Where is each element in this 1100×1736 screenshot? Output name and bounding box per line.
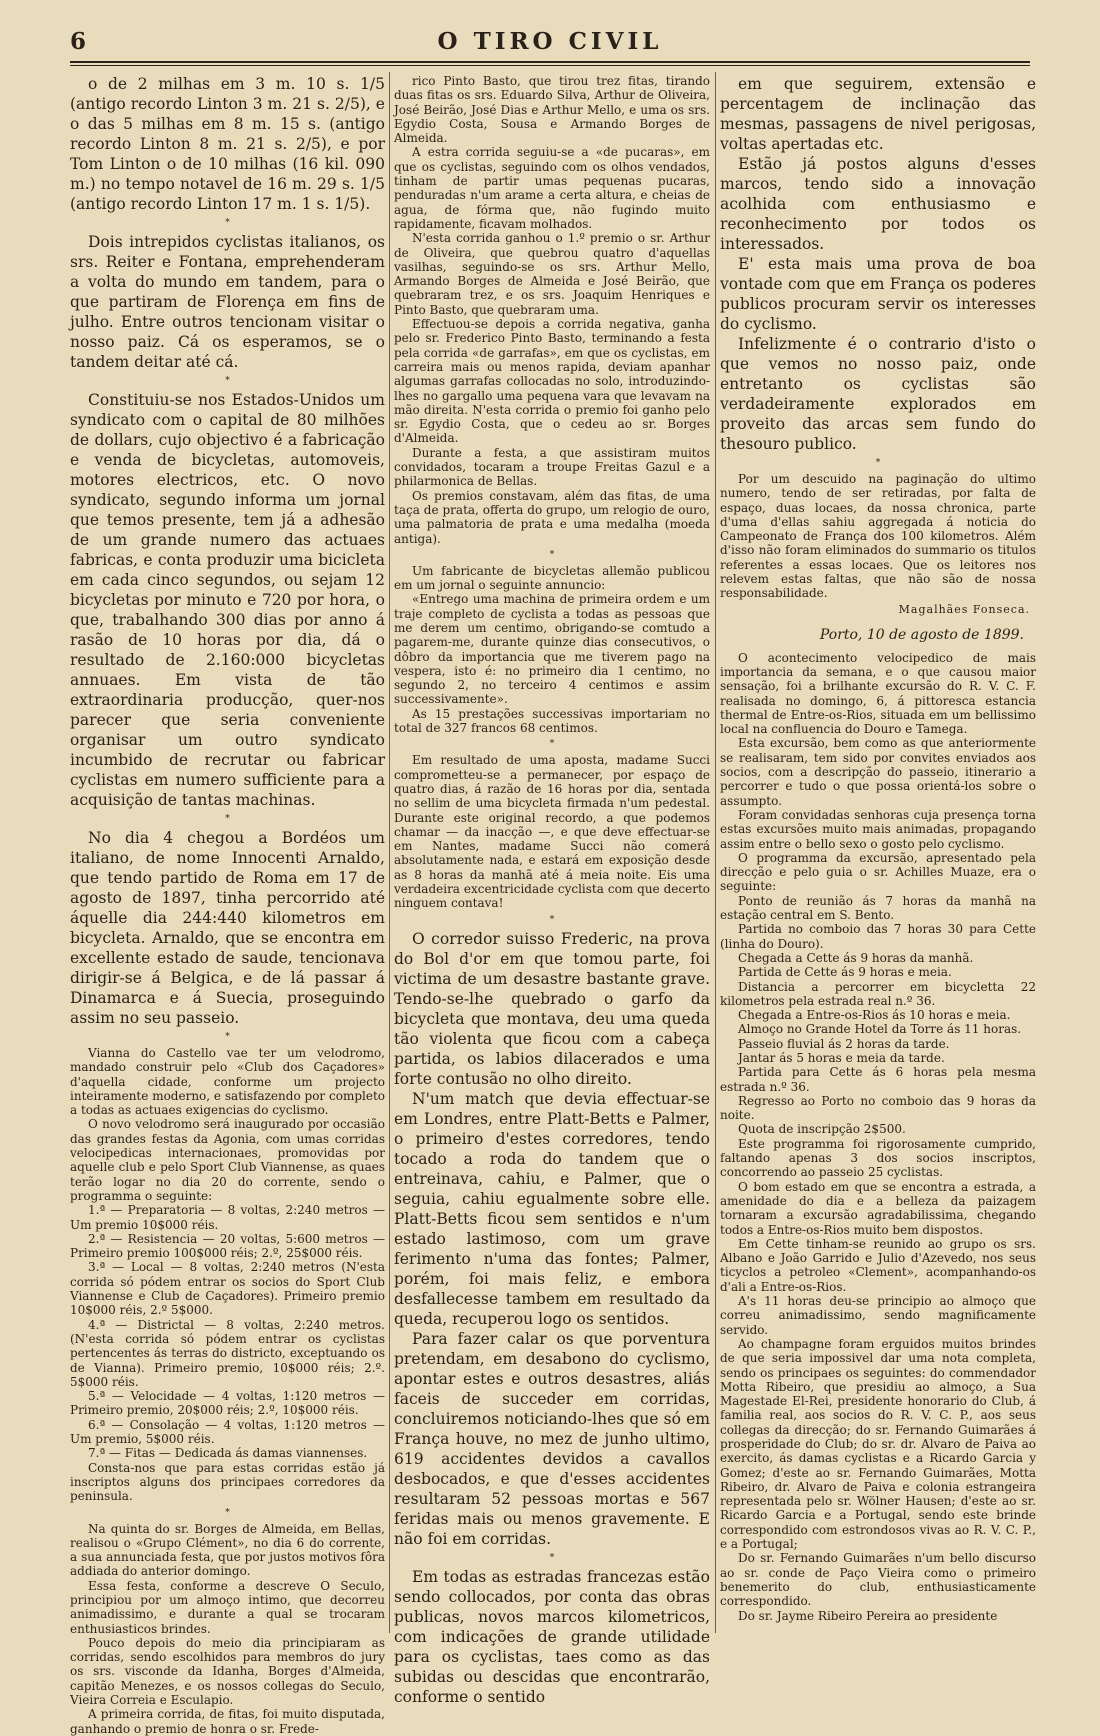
- programme-item: Partida no comboio das 7 horas 30 para Cette (linha do Douro).: [720, 922, 1036, 951]
- race-item: 7.ª — Fitas — Dedicada ás damas viannenses.: [88, 1446, 368, 1461]
- article-paragraph: A's 11 horas deu-se principio ao almoço que correu animadissimo, sendo magnificamente servido.: [720, 1294, 1036, 1337]
- programme-item: Quota de inscripção 2$500.: [738, 1122, 906, 1137]
- author-signature: Magalhães Fonseca.: [898, 602, 1030, 616]
- section-separator: *: [225, 376, 230, 386]
- article-paragraph: E' esta mais uma prova de boa vontade com que em França os poderes publicos procuram servir os interesses do cyclismo.: [720, 255, 1036, 333]
- article-paragraph: o de 2 milhas em 3 m. 10 s. 1/5 (antigo recordo Linton 3 m. 21 s. 2/5), e o das 5 milhas em 8 m. 15 s. (antigo recordo Linton 8 m. 21 s. 2/5), e por Tom Linton o de 10 milhas (16 kil. 090 m.) no tempo notavel de 16 m. 29 s. 1/5 (antigo recordo Linton 17 m. 1 s. 1/5).: [70, 75, 385, 213]
- article-paragraph: O novo velodromo será inaugurado por occasião das grandes festas da Agonia, com umas corridas velocipedicas internacionaes, promovidas por aquelle club e pelo Sport Club Viannense, as quaes terão logar no dia 20 do corrente, sendo o programma o seguinte:: [70, 1117, 385, 1203]
- article-paragraph: Estão já postos alguns d'esses marcos, tendo sido a innovação acolhida com enthusiasmo e reconhecimento por todos os interessados.: [720, 155, 1036, 253]
- article-paragraph: Ao champagne foram erguidos muitos brindes de que seria impossivel dar uma nota completa, sendo os principaes os seguintes: do commendador Motta Ribeiro, que presidiu ao almoço, a Sua Magestade El-Rei, presidente honorario do Club, á familia real, aos socios do R. V. C. P., aos seus collegas da direcção; do sr. Fernando Guimarães á prosperidade do Club; do sr. dr. Alvaro de Paiva ao exercito, ás damas cyclistas e a Ricardo Garcia y Gomez; d'este ao sr. Fernando Guimarães, Motta Ribeiro, dr. Alvaro de Paiva e colonia estrangeira representada pelo sr. Wölner Hausen; d'este ao sr. Ricardo Garcia e a Portugal, sendo este brinde correspondido com estrondosos vivas ao R. V. C. P., e a Portugal;: [720, 1336, 1036, 1552]
- section-separator: *: [549, 914, 555, 925]
- race-item: 1.ª — Preparatoria — 8 voltas, 2:240 metros — Um premio 10$000 réis.: [70, 1203, 385, 1232]
- article-paragraph: Infelizmente é o contrario d'isto o que vemos no nosso paiz, onde entretanto os cyclistas são verdadeiramente explorados em proveito das arcas sem fundo do thesouro publico.: [720, 335, 1036, 453]
- article-paragraph: Foram convidadas senhoras cuja presença torna estas excursões muito mais animadas, propagando assim entre o bello sexo o gosto pelo cyclismo.: [720, 807, 1036, 851]
- article-paragraph: Vianna do Castello vae ter um velodromo, mandado construir pelo «Club dos Caçadores» d'aquella cidade, conforme um projecto inteiramente moderno, e satisfazendo por completo a todas as actuaes exigencias do cyclismo.: [70, 1046, 385, 1118]
- article-paragraph: Em resultado de uma aposta, madame Succi comprometteu-se a permanecer, por espaço de quatro dias, á razão de 16 horas por dia, sentada no sellim de uma bicycleta firmada n'um pedestal. Durante este original recordo, a que podemos chamar — da inacção —, e que deve effectuar-se em Nantes, madame Succi não comerá absolutamente nada, e estará em exposição desde as 8 horas da manhã até á meia noite. Eis uma verdadeira excentricidade cyclista com que decerto ninguem contava!: [394, 753, 710, 911]
- programme-item: Chegada a Cette ás 9 horas da manhã.: [738, 950, 974, 965]
- section-separator: *: [225, 814, 230, 824]
- section-separator: *: [225, 1507, 230, 1518]
- article-paragraph: As 15 prestações successivas importariam no total de 327 francos 68 centimos.: [394, 706, 710, 736]
- programme-item: Almoço no Grande Hotel da Torre ás 11 horas.: [738, 1022, 1022, 1037]
- article-paragraph: Consta-nos que para estas corridas estão já inscriptos alguns dos principaes corredores da peninsula.: [70, 1460, 385, 1504]
- article-paragraph: O bom estado em que se encontra a estrada, a amenidade do dia e a belleza da paizagem tornaram a excursão agradabilissima, chegando todos a Entre-os-Rios muito bem dispostos.: [720, 1179, 1036, 1237]
- race-item: 5.ª — Velocidade — 4 voltas, 1:120 metros — Primeiro premio, 20$000 réis; 2.º, 10$000 réis.: [70, 1389, 385, 1418]
- article-paragraph: Um fabricante de bicycletas allemão publicou em um jornal o seguinte annuncio:: [394, 563, 710, 593]
- programme-item: Passeio fluvial ás 2 horas da tarde.: [738, 1036, 950, 1051]
- article-paragraph: O acontecimento velocipedico de mais importancia da semana, e o que causou maior sensação, foi a brilhante excursão do R. V. C. F. realisada no domingo, 6, á pittoresca estancia thermal de Entre-os-Rios, situada em um bellissimo local na confluencia do Douro e Tamega.: [720, 650, 1036, 737]
- race-item: 3.ª — Local — 8 voltas, 2:240 metros (N'esta corrida só pódem entrar os socios do Sport Club Viannense e Club de Caçadores). Primeiro premio 10$000 réis, 2.º 5$000.: [70, 1260, 385, 1318]
- article-paragraph: Esta excursão, bem como as que anteriormente se realisaram, tem sido por convites enviados aos socios, com a descripção do passeio, itinerario a percorrer e tudo o que possa orientá-los sobre o assumpto.: [720, 736, 1036, 808]
- section-separator: *: [549, 1552, 555, 1563]
- column-3: [720, 74, 1036, 1633]
- column-divider: [715, 72, 716, 1633]
- article-paragraph: Do sr. Fernando Guimarães n'um bello discurso ao sr. conde de Paço Vieira como o primeiro benemerito do club, enthusiasticamente correspondido.: [720, 1551, 1036, 1609]
- article-paragraph: «Entrego uma machina de primeira ordem e um traje completo de cyclista a todas as pessoas que me derem um centimo, obrigando-se comtudo a pagarem-me, durante quinze dias consecutivos, o dôbro da importancia que me tiverem pago na vespera, isto é: no primeiro dia 1 centimo, no segundo 2, no terceiro 4 centimos e assim successivamente».: [394, 592, 710, 707]
- race-item: 2.ª — Resistencia — 20 voltas, 5:600 metros — Primeiro premio 100$000 réis; 2.º, 25$000 réis.: [70, 1231, 385, 1261]
- article-paragraph: Constituiu-se nos Estados-Unidos um syndicato com o capital de 80 milhões de dollars, cujo objectivo é a fabricação e venda de bicycletas, automoveis, motores electricos, etc. O novo syndicato, segundo informa um jornal que temos presente, tem já a adhesão de um grande numero das actuaes fabricas, e conta produzir uma bicicleta em cada cinco segundos, ou sejam 12 bicycletas por minuto e 720 por hora, o que, trabalhando 300 dias por anno á rasão de 10 horas por dia, dá o resultado de 2.160:000 bicycletas annuaes. Em vista de tão extraordinaria producção, quer-nos parecer que seria conveniente organisar um outro syndicato incumbido de recrutar ou fabricar cyclistas em numero sufficiente para a acquisição de tantas machinas.: [70, 391, 385, 809]
- programme-item: Partida de Cette ás 9 horas e meia.: [738, 965, 952, 980]
- article-paragraph: Durante a festa, a que assistiram muitos convidados, tocaram a troupe Freitas Gazul e a philarmonica de Bellas.: [394, 445, 710, 489]
- section-separator: *: [549, 549, 555, 560]
- article-paragraph: Os premios constavam, além das fitas, de uma taça de prata, offerta do grupo, um relogio de ouro, uma palmatoria de prata e uma medalha (moeda antiga).: [394, 488, 710, 546]
- article-paragraph: N'um match que devia effectuar-se em Londres, entre Platt-Betts e Palmer, o primeiro d'estes corredores, tendo tocado a roda do tandem que o entreinava, cahiu, e Palmer, que o seguia, cahiu egualmente sobre elle. Platt-Betts ficou sem sentidos e n'um estado lastimoso, com um grave ferimento n'uma das fontes; Palmer, porém, foi mais feliz, e embora desfallecesse tambem em resultado da queda, recuperou logo os sentidos.: [394, 1089, 710, 1328]
- article-paragraph: rico Pinto Basto, que tirou trez fitas, tirando duas fitas os srs. Eduardo Silva, Arthur de Oliveira, José Beirão, José Dias e Arthur Mello, e uma os srs. Egydio Costa, Sousa e Armando Borges de Almeida.: [394, 74, 710, 146]
- article-paragraph: Do sr. Jayme Ribeiro Pereira ao presidente: [738, 1608, 998, 1623]
- page-header: [70, 26, 1030, 62]
- programme-item: Jantar ás 5 horas e meia da tarde.: [738, 1050, 945, 1065]
- article-paragraph: N'esta corrida ganhou o 1.º premio o sr. Arthur de Oliveira, que quebrou quatro d'aquellas vasilhas, seguindo-se os srs. Arthur Mello, Armando Borges de Almeida e José Beirão, que quebraram trez, e os srs. Joaquim Henriques e Pinto Basto, que quebraram uma.: [394, 231, 710, 317]
- header-rule: [70, 61, 1030, 63]
- article-paragraph: Em Cette tinham-se reunido ao grupo os srs. Albano e João Garrido e Julio d'Azevedo, nos seus ticyclos a petroleo «Clement», acompanhando-os d'ali a Entre-os-Rios.: [720, 1236, 1036, 1294]
- article-paragraph: No dia 4 chegou a Bordéos um italiano, de nome Innocenti Arnaldo, que tendo partido de Roma em 17 de agosto de 1897, tinha percorrido até áquelle dia 244:440 kilometros em bicycleta. Arnaldo, que se encontra em excellente estado de saude, tencionava dirigir-se á Belgica, e de lá passar á Dinamarca e á Suecia, proseguindo assim no seu passeio.: [70, 829, 385, 1027]
- article-paragraph: Este programma foi rigorosamente cumprido, faltando apenas 3 dos socios inscriptos, concorrendo ao passeio 25 cyclistas.: [720, 1136, 1036, 1180]
- section-separator: *: [225, 1032, 230, 1042]
- article-paragraph: Effectuou-se depois a corrida negativa, ganha pelo sr. Frederico Pinto Basto, terminando a festa pela corrida «de garrafas», em que os cyclistas, em carreira mais ou menos rapida, deviam apanhar algumas garrafas collocadas no solo, introduzindo-lhes no gargallo uma pequena vara que levavam na mão direita. N'esta corrida o premio foi ganho pelo sr. Egydio Costa, que o cedeu ao sr. Borges d'Almeida.: [394, 317, 710, 446]
- article-paragraph: Para fazer calar os que porventura pretendam, em desabono do cyclismo, apontar estes e outros desastres, aliás faceis de succeder em corridas, concluiremos noticiando-lhes que só em França houve, no mez de junho ultimo, 619 accidentes devidos a cavallos desbocados, e que d'esses accidentes resultaram 52 pessoas mortas e 567 feridas mais ou menos gravemente. E não foi em corridas.: [394, 1329, 710, 1548]
- race-item: 4.ª — Districtal — 8 voltas, 2:240 metros. (N'esta corrida só pódem entrar os cyclistas pertencentes ás terras do districto, exceptuando os de Vianna). Primeiro premio, 10$000 réis; 2.º. 5$000 réis.: [70, 1317, 385, 1389]
- article-paragraph: A estra corrida seguiu-se a «de pucaras», em que os cyclistas, seguindo com os olhos vendados, tinham de partir umas pequenas pucaras, penduradas n'um arame a certa altura, e cheias de agua, de fórma que, não fugindo muito rapidamente, ficavam molhados.: [394, 145, 710, 231]
- programme-item: Ponto de reunião ás 7 horas da manhã na estação central em S. Bento.: [720, 893, 1036, 923]
- section-separator: *: [875, 458, 881, 468]
- race-item: 6.ª — Consolação — 4 voltas, 1:120 metros — Um premio, 5$000 réis.: [70, 1417, 385, 1447]
- article-paragraph: O programma da excursão, apresentado pela direcção e pelo guia o sr. Achilles Muaze, era o seguinte:: [720, 850, 1036, 894]
- article-paragraph: Essa festa, conforme a descreve O Seculo, principiou por um almoço intimo, que decorreu animadissimo, e durante a qual se trocaram enthusiasticos brindes.: [70, 1578, 385, 1636]
- article-paragraph: Por um descuido na paginação do ultimo numero, tendo de ser retiradas, por falta de espaço, duas locaes, da nossa chronica, parte d'uma d'ellas sahiu aggregada á noticia do Campeonato de França dos 100 kilometros. Além d'isso não foram eliminados do summario os titulos referentes a essas locaes. Que os leitores nos relevem estas faltas, que não são de nossa responsabilidade.: [720, 472, 1036, 601]
- dateline: Porto, 10 de agosto de 1899.: [819, 626, 1024, 643]
- article-paragraph: O corredor suisso Frederic, na prova do Bol d'or em que tomou parte, foi victima de um desastre bastante grave. Tendo-se-lhe quebrado o garfo da bicycleta que montava, deu uma queda tão violenta que ficou com a cabeça partida, os labios dilacerados e uma forte contusão no olho direito.: [394, 929, 710, 1088]
- article-paragraph: Pouco depois do meio dia principiaram as corridas, sendo escolhidos para membros do jury os srs. visconde da Idanha, Borges d'Almeida, capitão Menezes, e os nossos collegas do Seculo, Vieira Correia e Esculapio.: [70, 1635, 385, 1708]
- article-paragraph: em que seguirem, extensão e percentagem de inclinação das mesmas, passagens de nivel perigosas, voltas apertadas etc.: [720, 75, 1036, 153]
- column-2: [394, 74, 710, 1706]
- column-divider: [389, 72, 390, 1633]
- newspaper-title: O TIRO CIVIL: [437, 28, 663, 55]
- article-paragraph: Dois intrepidos cyclistas italianos, os srs. Reiter e Fontana, emprehenderam a volta do mundo em tandem, para o que partiram de Florença em fins de julho. Entre outros tencionam visitar o nosso paiz. Cá os esperamos, se o tandem deitar até cá.: [70, 233, 385, 371]
- section-separator: *: [225, 218, 230, 228]
- header-rule-thin: [70, 65, 1030, 66]
- article-paragraph: Na quinta do sr. Borges de Almeida, em Bellas, realisou o «Grupo Clément», no dia 6 do corrente, a sua annunciada festa, que por justos motivos fôra addiada do anterior domingo.: [70, 1521, 385, 1579]
- programme-item: Regresso ao Porto no comboio das 9 horas da noite.: [720, 1093, 1036, 1123]
- article-paragraph: A primeira corrida, de fitas, foi muito disputada, ganhando o premio de honra o sr. Frede-: [70, 1707, 385, 1736]
- programme-item: Chegada a Entre-os-Rios ás 10 horas e meia.: [738, 1008, 1011, 1023]
- programme-item: Partida para Cette ás 6 horas pela mesma estrada n.º 36.: [720, 1065, 1036, 1094]
- column-1: [70, 74, 385, 1736]
- programme-item: Distancia a percorrer em bicycletta 22 kilometros pela estrada real n.º 36.: [720, 979, 1036, 1008]
- section-separator: *: [549, 739, 555, 750]
- page-number: 6: [70, 28, 87, 55]
- article-paragraph: Em todas as estradas francezas estão sendo collocados, por conta das obras publicas, novos marcos kilometricos, com indicações de grande utilidade para os cyclistas, taes como as das subidas ou descidas que encontrarão, conforme o sentido: [394, 1567, 710, 1706]
